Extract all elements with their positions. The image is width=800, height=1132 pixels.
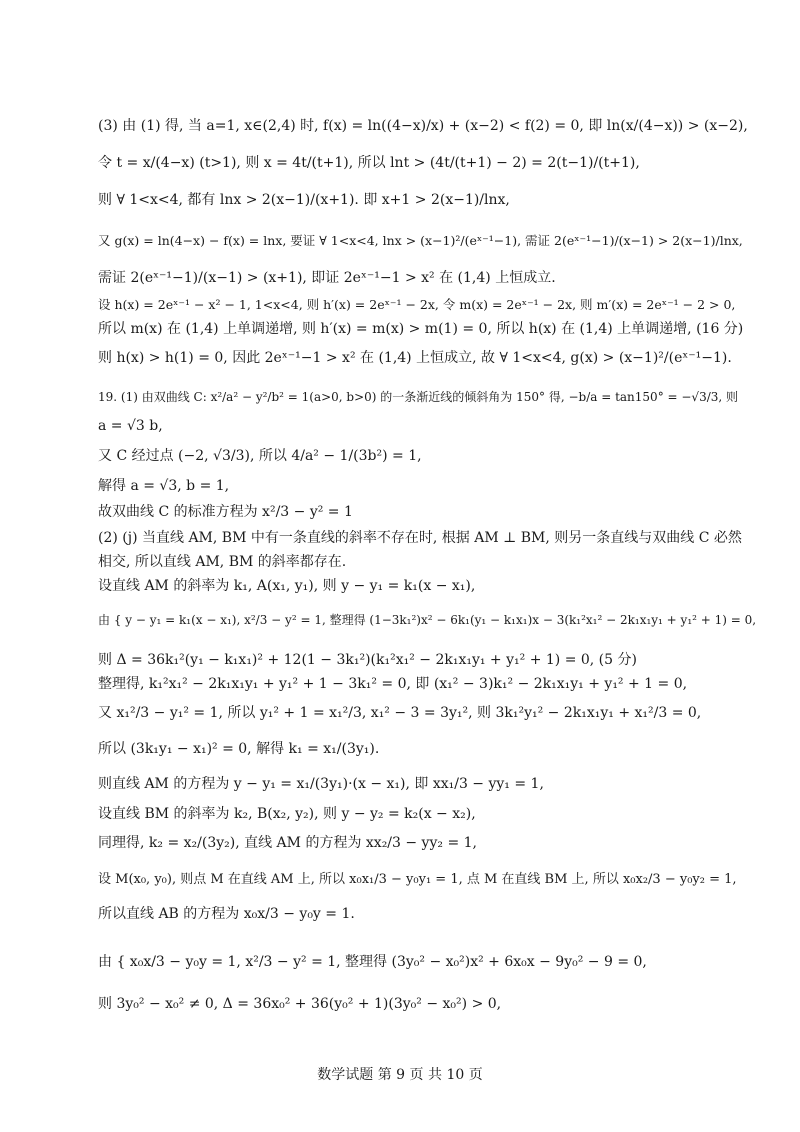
- text-line: 又 C 经过点 (−2, √3/3), 所以 4/a² − 1/(3b²) = 1,: [98, 448, 422, 464]
- text-line: 设直线 AM 的斜率为 k₁, A(x₁, y₁), 则 y − y₁ = k₁(x − x₁),: [98, 578, 476, 594]
- text-line: 需证 2(eˣ⁻¹−1)/(x−1) > (x+1), 即证 2eˣ⁻¹−1 > x² 在 (1,4) 上恒成立.: [98, 270, 556, 286]
- text-line: 由 { x₀x/3 − y₀y = 1, x²/3 − y² = 1, 整理得 (3y₀² − x₀²)x² + 6x₀x − 9y₀² − 9 = 0,: [98, 954, 647, 970]
- text-line: (2) (j) 当直线 AM, BM 中有一条直线的斜率不存在时, 根据 AM ⊥ BM, 则另一条直线与双曲线 C 必然: [98, 530, 742, 546]
- page-footer: 数学试题 第 9 页 共 10 页: [317, 1067, 483, 1083]
- text-line: 设 M(x₀, y₀), 则点 M 在直线 AM 上, 所以 x₀x₁/3 − y₀y₁ = 1, 点 M 在直线 BM 上, 所以 x₀x₂/3 − y₀y₂ = 1,: [98, 872, 737, 887]
- text-line: 解得 a = √3, b = 1,: [98, 478, 230, 494]
- text-line: 所以 (3k₁y₁ − x₁)² = 0, 解得 k₁ = x₁/(3y₁).: [98, 741, 380, 757]
- text-line: 令 t = x/(4−x) (t>1), 则 x = 4t/(t+1), 所以 lnt > (4t/(t+1) − 2) = 2(t−1)/(t+1),: [98, 155, 640, 171]
- text-line: 则直线 AM 的方程为 y − y₁ = x₁/(3y₁)·(x − x₁), 即 xx₁/3 − yy₁ = 1,: [98, 776, 544, 792]
- text-line: 故双曲线 C 的标准方程为 x²/3 − y² = 1: [98, 504, 353, 520]
- text-line: a = √3 b,: [98, 418, 163, 434]
- text-line: 则 ∀ 1<x<4, 都有 lnx > 2(x−1)/(x+1). 即 x+1 > 2(x−1)/lnx,: [98, 192, 510, 208]
- text-line: (3) 由 (1) 得, 当 a=1, x∈(2,4) 时, f(x) = ln((4−x)/x) + (x−2) < f(2) = 0, 即 ln(x/(4−x)) > (x−2),: [98, 118, 748, 134]
- text-line: 又 g(x) = ln(4−x) − f(x) = lnx, 要证 ∀ 1<x<4, lnx > (x−1)²/(eˣ⁻¹−1), 需证 2(eˣ⁻¹−1)/(x−1) > 2(x−1)/lnx,: [98, 233, 743, 248]
- text-line: 整理得, k₁²x₁² − 2k₁x₁y₁ + y₁² + 1 − 3k₁² = 0, 即 (x₁² − 3)k₁² − 2k₁x₁y₁ + y₁² + 1 = 0,: [98, 676, 688, 692]
- text-line: 则 Δ = 36k₁²(y₁ − k₁x₁)² + 12(1 − 3k₁²)(k₁²x₁² − 2k₁x₁y₁ + y₁² + 1) = 0, (5 分): [98, 652, 637, 668]
- text-line: 则 h(x) > h(1) = 0, 因此 2eˣ⁻¹−1 > x² 在 (1,4) 上恒成立, 故 ∀ 1<x<4, g(x) > (x−1)²/(eˣ⁻¹−1).: [98, 350, 732, 366]
- text-line: 同理得, k₂ = x₂/(3y₂), 直线 AM 的方程为 xx₂/3 − yy₂ = 1,: [98, 835, 477, 851]
- text-line: 所以 m(x) 在 (1,4) 上单调递增, 则 h′(x) = m(x) > m(1) = 0, 所以 h(x) 在 (1,4) 上单调递增, (16 分): [98, 321, 744, 337]
- text-line: 设直线 BM 的斜率为 k₂, B(x₂, y₂), 则 y − y₂ = k₂(x − x₂),: [98, 806, 476, 822]
- text-line: 19. (1) 由双曲线 C: x²/a² − y²/b² = 1(a>0, b>0) 的一条渐近线的倾斜角为 150° 得, −b/a = tan150° = −√3/3, 则: [98, 390, 739, 404]
- text-line: 又 x₁²/3 − y₁² = 1, 所以 y₁² + 1 = x₁²/3, x₁² − 3 = 3y₁², 则 3k₁²y₁² − 2k₁x₁y₁ + x₁²/3 = 0,: [98, 705, 702, 721]
- text-line: 所以直线 AB 的方程为 x₀x/3 − y₀y = 1.: [98, 906, 355, 922]
- text-line: 则 3y₀² − x₀² ≠ 0, Δ = 36x₀² + 36(y₀² + 1)(3y₀² − x₀²) > 0,: [98, 996, 502, 1012]
- text-line: 由 { y − y₁ = k₁(x − x₁), x²/3 − y² = 1, 整理得 (1−3k₁²)x² − 6k₁(y₁ − k₁x₁)x − 3(k₁²x₁² − 2k₁x₁y₁ + y₁² + 1) = 0,: [98, 613, 757, 627]
- text-line: 相交, 所以直线 AM, BM 的斜率都存在.: [98, 554, 347, 570]
- text-line: 设 h(x) = 2eˣ⁻¹ − x² − 1, 1<x<4, 则 h′(x) = 2eˣ⁻¹ − 2x, 令 m(x) = 2eˣ⁻¹ − 2x, 则 m′(x) = 2eˣ⁻¹ − 2 > 0,: [98, 297, 736, 312]
